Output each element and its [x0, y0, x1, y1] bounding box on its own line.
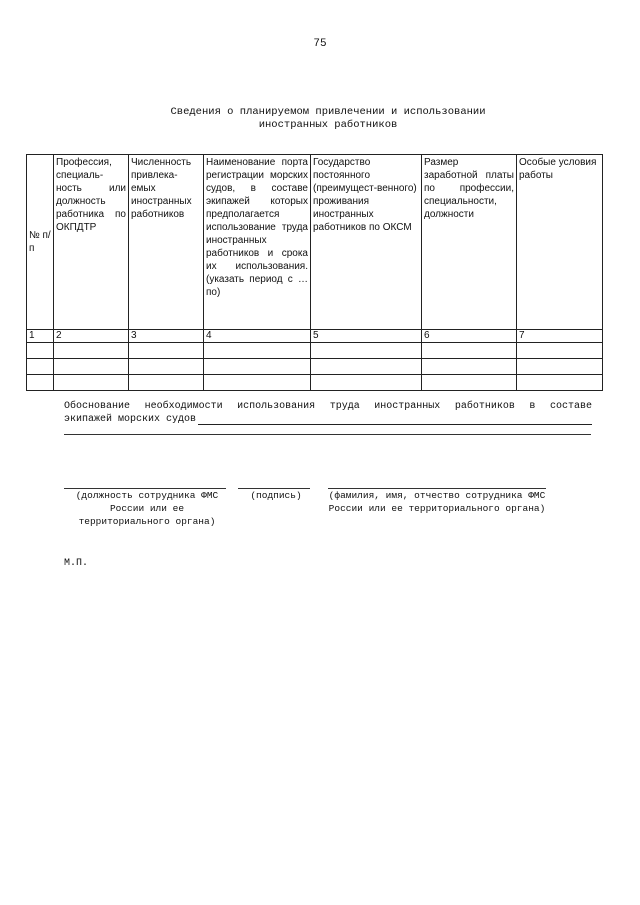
column-number: 3: [129, 330, 204, 343]
table-cell: [517, 375, 603, 391]
justification-word: в: [529, 401, 536, 412]
table-cell: [204, 359, 311, 375]
table-cell: [54, 375, 129, 391]
justification-line-2: [64, 414, 592, 425]
justification-text: экипажей морских судов: [64, 414, 197, 425]
table-row: [27, 343, 603, 359]
justification-extra-line[interactable]: [64, 434, 591, 435]
seal-mark: М.П.: [64, 558, 89, 569]
table-cell: [422, 359, 517, 375]
table-cell: [422, 375, 517, 391]
header-cell-number: № п/п: [27, 155, 54, 330]
table-cell: [311, 343, 422, 359]
justification-word: использования: [237, 401, 316, 412]
header-cell-country: Государство постоянного (преимущест-венного) проживания иностранных работников по ОКСМ: [311, 155, 422, 330]
justification-block: [64, 401, 592, 425]
header-cell-count: Численность привлека-емых иностранных работников: [129, 155, 204, 330]
justification-word: необходимости: [144, 401, 223, 412]
column-number: 4: [204, 330, 311, 343]
header-cell-salary: Размер заработной платы по профессии, специальности, должности: [422, 155, 517, 330]
document-title: [0, 106, 640, 132]
table-cell: [54, 359, 129, 375]
column-number: 5: [311, 330, 422, 343]
table-cell: [27, 359, 54, 375]
justification-word: составе: [549, 401, 592, 412]
table-cell: [517, 343, 603, 359]
workers-table: [26, 154, 603, 391]
title-line-2: иностранных работников: [258, 119, 398, 131]
column-number: 6: [422, 330, 517, 343]
table-cell: [27, 375, 54, 391]
justification-word: Обоснование: [64, 401, 131, 412]
header-cell-conditions: Особые условия работы: [517, 155, 603, 330]
table-cell: [311, 375, 422, 391]
table-cell: [204, 343, 311, 359]
position-caption: (должность сотрудника ФМС России или ее территориального органа): [75, 490, 219, 527]
table-cell: [422, 343, 517, 359]
table-row: [27, 359, 603, 375]
full-name-caption: (фамилия, имя, отчество сотрудника ФМС России или ее территориального органа): [328, 490, 546, 514]
column-number: 1: [27, 330, 54, 343]
justification-fill-line[interactable]: [198, 414, 592, 425]
column-number: 7: [517, 330, 603, 343]
signature-caption: (подпись): [250, 490, 302, 501]
justification-word: работников: [454, 401, 515, 412]
column-number-row: [27, 330, 603, 343]
justification-word: иностранных: [374, 401, 441, 412]
table-row: [27, 375, 603, 391]
justification-line-1: [64, 401, 592, 412]
table-cell: [129, 359, 204, 375]
page-number: 75: [313, 38, 327, 50]
table-cell: [129, 343, 204, 359]
justification-word: труда: [329, 401, 360, 412]
header-cell-port: Наименование порта регистрации морских судов, в составе экипажей которых предполагается использование труда иностранных работников и срока их использования. (указать период с … по): [204, 155, 311, 330]
table-cell: [517, 359, 603, 375]
column-number: 2: [54, 330, 129, 343]
title-line-1: Сведения о планируемом привлечении и использовании: [170, 106, 486, 118]
header-cell-profession: Профессия, специаль-ность или должность работника по ОКПДТР: [54, 155, 129, 330]
table-cell: [311, 359, 422, 375]
table-header-row: [27, 155, 603, 330]
table-cell: [27, 343, 54, 359]
table-cell: [129, 375, 204, 391]
table-cell: [204, 375, 311, 391]
table-cell: [54, 343, 129, 359]
